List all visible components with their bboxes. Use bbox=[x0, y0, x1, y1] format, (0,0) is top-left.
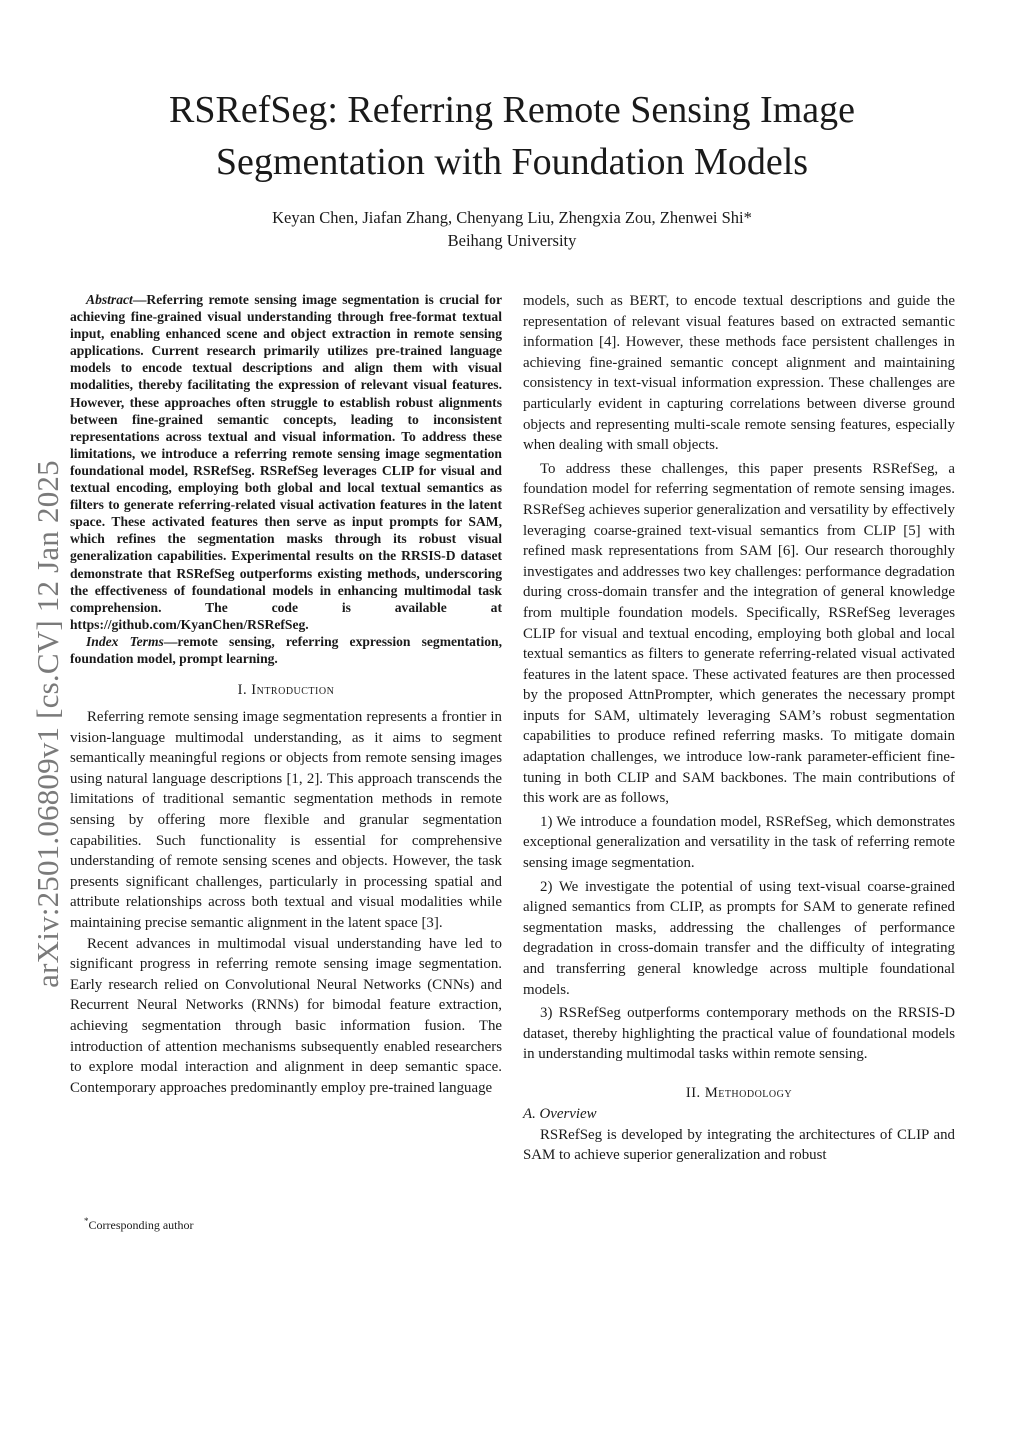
title-line-1: RSRefSeg: Referring Remote Sensing Image bbox=[169, 89, 855, 131]
footnote-mark: * bbox=[84, 1216, 89, 1226]
author-block bbox=[0, 206, 1024, 252]
intro-paragraph-3: To address these challenges, this paper presents RSRefSeg, a foundation model for referring segmentation of remote sensing images. RSRefSeg achieves superior generalization and versatility by effectively leveraging coarse-grained text-visual semantics from CLIP [5] with refined mask representations from SAM [6]. Our research thoroughly investigates and addresses two key challenges: performance degradation during cross-domain transfer and the integration of general knowledge from multiple foundation models. Specifically, RSRefSeg leverages CLIP for visual and textual encoding, employing both global and local textual semantics as filters to generate referring-related visual activated features in the latent space. These activated features are then processed by the proposed AttnPrompter, which generates the necessary prompt inputs for SAM, ultimately leveraging SAM’s robust segmentation capabilities to produce refined referring masks. To mitigate domain adaptation challenges, we introduce low-rank parameter-efficient fine-tuning in both CLIP and SAM backbones. The main contributions of this work are as follows, bbox=[523, 460, 955, 807]
right-column bbox=[523, 291, 955, 1166]
section-number: II. bbox=[685, 1084, 701, 1101]
section-title: Methodology bbox=[704, 1084, 793, 1101]
footnote bbox=[84, 1218, 193, 1233]
section-heading-methodology bbox=[523, 1085, 955, 1102]
index-terms-text: remote sensing, referring expression segmentation, foundation model, prompt learning. bbox=[70, 633, 502, 666]
arxiv-identifier: arXiv:2501.06809v1 [cs.CV] 12 Jan 2025 bbox=[30, 460, 65, 988]
subsection-overview: A. Overview bbox=[523, 1105, 597, 1122]
section-heading-introduction bbox=[70, 682, 502, 699]
contribution-1: 1) We introduce a foundation model, RSRefSeg, which demonstrates exceptional generalization and versatility in the task of referring remote sensing image segmentation. bbox=[523, 813, 955, 872]
left-column bbox=[70, 291, 502, 1098]
intro-paragraph-2: Recent advances in multimodal visual understanding have led to significant progress in referring remote sensing image segmentation. Early research relied on Convolutional Neural Networks (CNNs) and Recurrent Neural Networks (RNNs) for bimodal feature extraction, achieving segmentation through basic information fusion. The introduction of attention mechanisms subsequently enabled researchers to explore modal interaction and alignment in deep semantic space. Contemporary approaches predominantly employ pre-trained language bbox=[70, 935, 502, 1096]
contribution-3: 3) RSRefSeg outperforms contemporary methods on the RRSIS-D dataset, thereby highlighting the practical value of foundational models in understanding multimodal tasks within remote sensing. bbox=[523, 1005, 955, 1063]
author-list: Keyan Chen, Jiafan Zhang, Chenyang Liu, Zhengxia Zou, Zhenwei Shi* bbox=[272, 208, 752, 227]
overview-paragraph: RSRefSeg is developed by integrating the architectures of CLIP and SAM to achieve superior generalization and robust bbox=[523, 1126, 955, 1164]
intro-paragraph-1: Referring remote sensing image segmentation represents a frontier in vision-language multimodal understanding, as it aims to segment semantically meaningful regions or objects from remote sensing images using natural language descriptions [1, 2]. This approach transcends the limitations of traditional semantic segmentation methods in remote sensing by offering more flexible and granular segmentation capabilities. Such functionality is essential for comprehensive understanding of remote sensing scenes and objects. However, the task presents significant challenges, particularly in processing spatial and attribute relationships across both textual and visual modalities while maintaining precise semantic alignment in the latent space [3]. bbox=[70, 709, 502, 931]
affiliation: Beihang University bbox=[447, 231, 577, 250]
index-terms-label: Index Terms bbox=[86, 633, 164, 649]
continued-paragraph: models, such as BERT, to encode textual descriptions and guide the representation of relevant visual features based on extracted semantic information [4]. However, these methods face persistent challenges in achieving fine-grained semantic concept alignment and maintaining consistency in text-visual information expression. These challenges are particularly evident in capturing correlations between diverse ground objects and representing multi-scale remote sensing features, especially when dealing with small objects. bbox=[523, 293, 955, 454]
paper-title bbox=[0, 84, 1024, 188]
footnote-text: Corresponding author bbox=[88, 1218, 194, 1232]
index-terms: Index Terms—remote sensing, referring expression segmentation, foundation model, prompt learning. bbox=[70, 633, 502, 666]
contribution-2: 2) We investigate the potential of using text-visual coarse-grained aligned semantics from CLIP, as prompts for SAM to generate refined segmentation masks, addressing the challenges of performance degradation in cross-domain transfer and the difficulty of integrating and transferring general knowledge across multiple foundational models. bbox=[523, 878, 955, 998]
section-number: I. bbox=[237, 682, 248, 699]
abstract: Abstract—Referring remote sensing image segmentation is crucial for achieving fine-grained visual understanding through free-format textual input, enabling enhanced scene and object extraction in remote sensing applications. Current research primarily utilizes pre-trained language models to encode textual descriptions and align them with visual modalities, thereby facilitating the expression of relevant visual features. However, these approaches often struggle to establish robust alignments between fine-grained semantic concepts, leading to inconsistent representations across textual and visual information. To address these limitations, we introduce a referring remote sensing image segmentation foundational model, RSRefSeg. RSRefSeg leverages CLIP for visual and textual encoding, employing both global and local textual semantics as filters to generate referring-related visual activation features in the latent space. These activated features then serve as input prompts for SAM, which refines the segmentation masks through its robust visual generalization capabilities. Experimental results on the RRSIS-D dataset demonstrate that RSRefSeg outperforms existing methods, underscoring the effectiveness of foundational models in enhancing multimodal task comprehension. The code is available at https://github.com/KyanChen/RSRefSeg. bbox=[70, 292, 502, 632]
section-title: Introduction bbox=[251, 682, 335, 699]
title-line-2: Segmentation with Foundation Models bbox=[215, 141, 809, 183]
abstract-label: Abstract bbox=[86, 292, 133, 307]
abstract-text: Referring remote sensing image segmentation is crucial for achieving fine-grained visual understanding through free-format textual input, enabling enhanced scene and object extraction in remote sensing applications. Current research primarily utilizes pre-trained language models to encode textual descriptions and align them with visual modalities, thereby facilitating the expression of relevant visual features. However, these approaches often struggle to establish robust alignments between fine-grained semantic concepts, leading to inconsistent representations across textual and visual information. To address these limitations, we introduce a referring remote sensing image segmentation foundational model, RSRefSeg. RSRefSeg leverages CLIP for visual and textual encoding, employing both global and local textual semantics as filters to generate referring-related visual activation features in the latent space. These activated features then serve as input prompts for SAM, which refines the segmentation masks through its robust visual generalization capabilities. Experimental results on the RRSIS-D dataset demonstrate that RSRefSeg outperforms existing methods, underscoring the effectiveness of foundational models in enhancing multimodal task comprehension. The code is available at https://github.com/KyanChen/RSRefSeg. bbox=[70, 292, 502, 632]
